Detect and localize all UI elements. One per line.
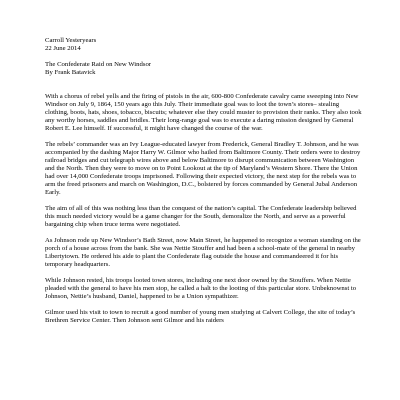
publication-name: Carroll Yesteryears	[45, 37, 97, 44]
article-paragraph: While Johnson rested, his troops looted town stores, including one next door owned by the Stouffers. When Nettie pleaded with the general to have his men stop, he called a halt to the looting of this particular store. Unbeknownst to Johnson, Nettie’s husband, Daniel, happened to be a Union sympathizer.	[45, 277, 357, 300]
article-paragraph: Gilmor used his visit to town to recruit a good number of young men studying at Calvert College, the site of today’s Brethren Service Center. Then Johnson sent Gilmor and his raiders	[45, 309, 356, 324]
article-paragraph: The rebels’ commander was an Ivy League-educated lawyer from Frederick, General Bradley T. Johnson, and he was accompanied by the dashing Major Harry W. Gilmor who hailed from Baltimore County. Their orders were to destroy railroad bridges and cut telegraph wires above and below Baltimore to disrupt communication between Washington and the North. Then they were to move on to Point Lookout at the tip of Maryland’s Western Shore. There the Union had over 14,000 Confederate troops imprisoned. Following their expected victory, the next step for the rebels was to arm the freed prisoners and march on Washington, D.C., bolstered by forces commanded by General Jubal Anderson Early.	[45, 141, 361, 196]
article-paragraph: With a chorus of rebel yells and the firing of pistols in the air, 600-800 Confederate cavalry came sweeping into New Windsor on July 9, 1864, 150 years ago this July. Their immediate goal was to loot the town’s stores– stealing clothing, boots, hats, shoes, tobacco, biscuits; whatever else they could muster to provision their ranks. They also took any worthy horses, saddles and bridles. Their long-range goal was to execute a daring mission designed by General Robert E. Lee himself. If successful, it might have changed the course of the war.	[45, 93, 362, 132]
spacer	[45, 53, 364, 61]
article-paragraph: The aim of all of this was nothing less than the conquest of the nation’s capital. The Confederate leadership believed this much needed victory would be a game changer for the South, demoralize the North, and serve as a powerful bargaining chip when truce terms were negotiated.	[45, 205, 357, 228]
article-paragraph: As Johnson rode up New Windsor’s Bath Street, now Main Street, he happened to recognize a woman standing on the porch of a house across from the bank. She was Nettie Stouffer and had been a school-mate of the general in nearby Libertytown. He ordered his aide to plant the Confederate flag outside the house and commandeered it for his temporary headquarters.	[45, 237, 361, 268]
article-title: The Confederate Raid on New Windsor	[45, 61, 152, 68]
spacer	[45, 77, 364, 93]
article-byline: By Frank Batavick	[45, 69, 96, 76]
publication-date: 22 June 2014	[45, 45, 81, 52]
